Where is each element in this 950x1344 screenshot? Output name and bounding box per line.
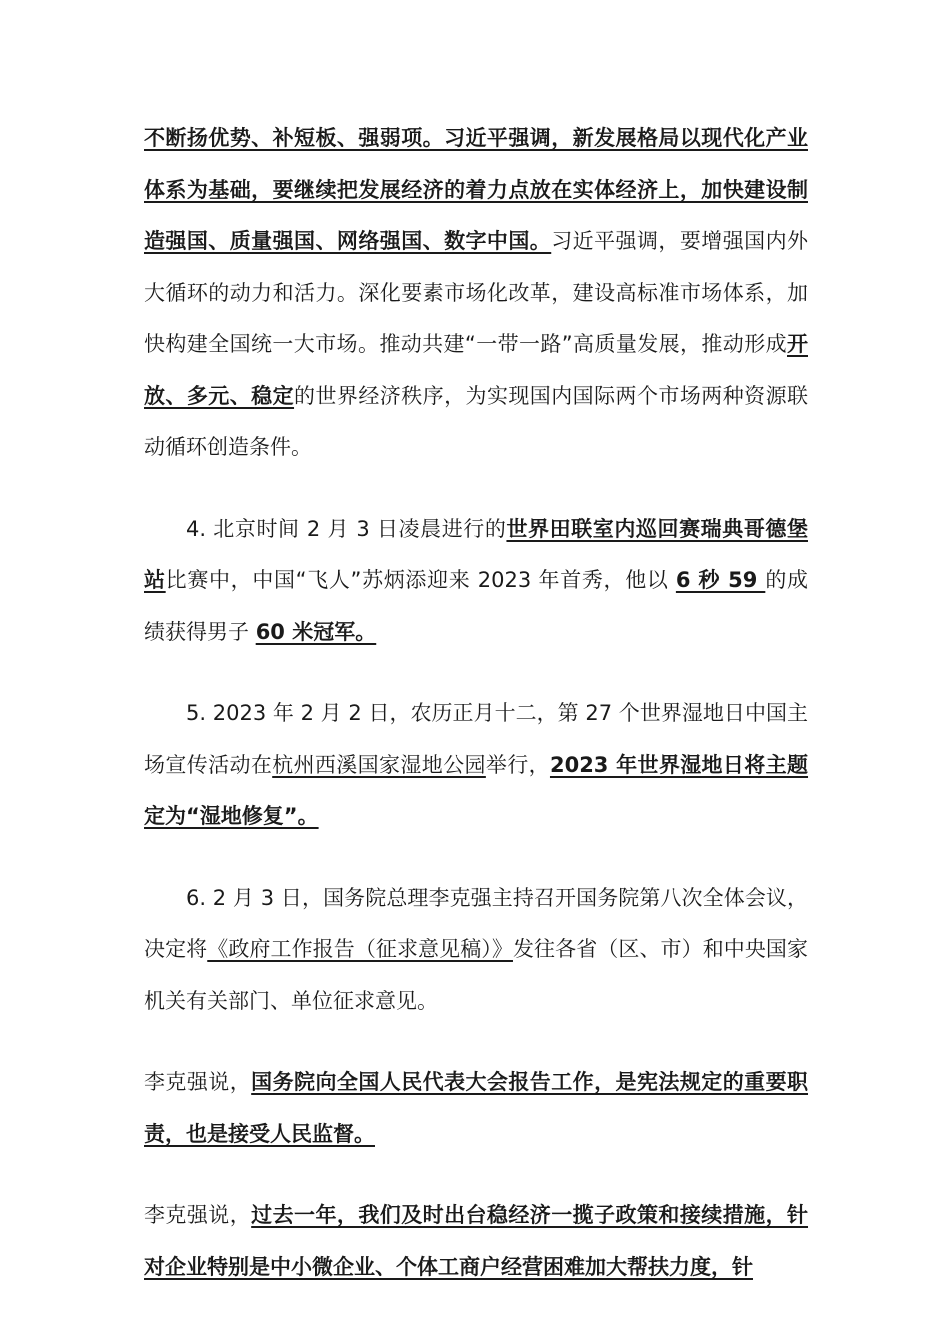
- text-segment: 比赛中，中国“飞人”苏炳添迎来 2023 年首秀，他以: [165, 568, 676, 592]
- document-body: [144, 113, 808, 1293]
- text-segment: 的世界经济秩序，为实现国内国际两个市场两种资源联动循环创造条件。: [144, 383, 809, 459]
- text-segment: 的成绩获得男子: [144, 568, 808, 644]
- paragraph-economy: [144, 113, 808, 474]
- text-segment: 6 秒 59: [675, 568, 766, 592]
- text-segment: 发往各省（区、市）和中央国家机关有关部门、单位征求意见。: [144, 937, 809, 1013]
- text-segment: 习近平强调，要增强国内外大循环的动力和活力。深化要素市场化改革，建设高标准市场体系，加快构建全国统一大市场。推动共建“一带一路”高质量发展，推动形成: [144, 229, 809, 356]
- text-segment: 举行，: [485, 752, 550, 777]
- paragraph-item-5: [144, 688, 808, 843]
- text-segment: 国务院向全国人民代表大会报告工作，是宪法规定的重要职责，也是接受人民监督。: [144, 1070, 809, 1146]
- text-segment: 6. 2 月 3 日，国务院总理李克强主持召开国务院第八次全体会议，决定将: [144, 885, 808, 961]
- text-segment: 开放、多元、稳定: [144, 332, 808, 408]
- text-segment: 4. 北京时间 2 月 3 日凌晨进行的: [186, 516, 507, 541]
- text-segment: 世界田联室内巡回赛瑞典哥德堡站: [144, 516, 808, 592]
- paragraph-li-keqiang-1: [144, 1057, 808, 1160]
- text-segment: 李克强说，: [144, 1203, 252, 1227]
- text-segment: 不断扬优势、补短板、强弱项。习近平强调，新发展格局以现代化产业体系为基础，要继续把发展经济的着力点放在实体经济上，加快建设制造强国、质量强国、网络强国、数字中国。: [144, 126, 808, 253]
- text-segment: 《政府工作报告（征求意见稿）》: [207, 937, 513, 961]
- text-segment: 60 米冠军。: [255, 619, 377, 644]
- text-segment: 杭州西溪国家湿地公园: [272, 752, 486, 777]
- text-segment: 5. 2023 年 2 月 2 日，农历正月十二，第 27 个世界湿地日中国主场宣传活动在: [144, 701, 808, 777]
- text-segment: 过去一年，我们及时出台稳经济一揽子政策和接续措施，针对企业特别是中小微企业、个体工商户经营困难加大帮扶力度，针: [144, 1203, 809, 1279]
- text-segment: 2023 年世界湿地日将主题定为“湿地修复”。: [144, 752, 809, 828]
- paragraph-li-keqiang-2: [144, 1190, 808, 1293]
- paragraph-item-6: [144, 873, 808, 1028]
- text-segment: 李克强说，: [144, 1070, 252, 1094]
- paragraph-item-4: [144, 504, 808, 659]
